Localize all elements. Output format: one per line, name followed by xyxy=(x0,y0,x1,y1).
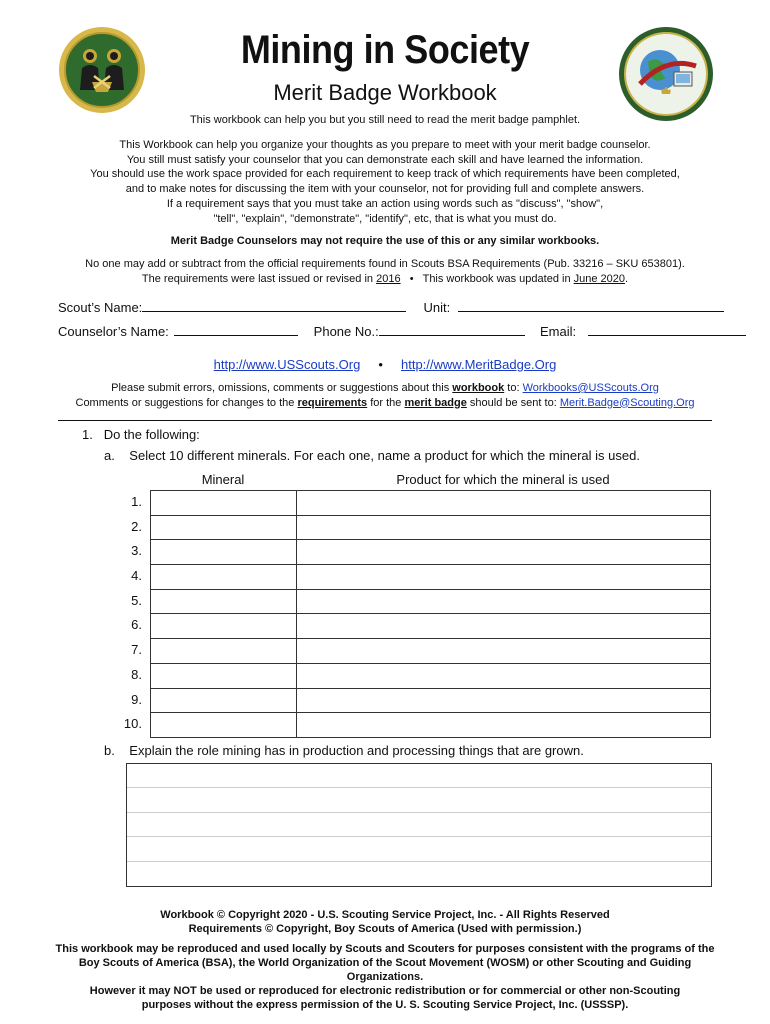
submit-text: Comments or suggestions for changes to the xyxy=(75,396,295,409)
answer-line xyxy=(127,837,711,861)
issued-year: 2016 xyxy=(376,272,401,285)
counselor-fields-row xyxy=(58,324,746,339)
usage-notice xyxy=(40,942,730,1012)
bullet: • xyxy=(409,272,414,285)
counselor-name-label: Counselor’s Name: xyxy=(58,324,169,339)
table-row xyxy=(151,589,711,614)
page-title: Mining in Society xyxy=(240,28,530,72)
intro-paragraph-line: You still must satisfy your counselor that you can demonstrate each skill and have learned the information. xyxy=(126,153,644,166)
row-number: 9. xyxy=(131,691,142,707)
requirement-text: Explain the role mining has in production and processing things that are grown. xyxy=(129,743,584,758)
email-label: Email: xyxy=(539,324,577,339)
counselor-name-field[interactable] xyxy=(174,324,298,336)
table-row xyxy=(151,540,711,565)
table-row xyxy=(151,614,711,639)
answer-line xyxy=(127,764,711,788)
row-numbers xyxy=(104,490,142,737)
usscouts-link[interactable]: http://www.USScouts.Org xyxy=(213,357,361,372)
intro-paragraph-line: and to make notes for discussing the item with your counselor, not for providing full and complete answers. xyxy=(125,183,645,196)
product-cell[interactable] xyxy=(297,589,711,614)
table-row xyxy=(151,663,711,688)
mineral-cell[interactable] xyxy=(151,688,297,713)
row-number: 6. xyxy=(131,617,142,633)
product-cell[interactable] xyxy=(297,639,711,664)
website-links xyxy=(80,357,690,372)
intro-paragraph-line: If a requirement says that you must take an action using words such as "discuss", "show", xyxy=(166,197,604,210)
product-cell[interactable] xyxy=(297,663,711,688)
submit-line-2 xyxy=(60,396,710,411)
product-cell[interactable] xyxy=(297,614,711,639)
column-header-product: Product for which the mineral is used xyxy=(396,472,610,487)
answer-line xyxy=(127,788,711,812)
column-header-mineral: Mineral xyxy=(201,472,245,487)
intro-paragraph xyxy=(80,138,690,226)
issued-prefix: The requirements were last issued or revised in xyxy=(141,272,374,285)
intro-paragraph-line: You should use the work space provided for each requirement to keep track of which requirements have been completed, xyxy=(90,168,680,181)
answer-box-1b[interactable] xyxy=(126,763,712,887)
mineral-cell[interactable] xyxy=(151,663,297,688)
row-number: 4. xyxy=(131,568,142,584)
mineral-cell[interactable] xyxy=(151,565,297,590)
row-number: 5. xyxy=(131,592,142,608)
product-cell[interactable] xyxy=(297,713,711,738)
requirements-line: No one may add or subtract from the official requirements found in Scouts BSA Requirements (Pub. 33216 – SKU 653801). xyxy=(85,258,685,270)
product-cell[interactable] xyxy=(297,515,711,540)
row-number: 2. xyxy=(131,518,142,534)
requirement-text: Select 10 different minerals. For each one, name a product for which the mineral is used. xyxy=(129,448,640,463)
updated-date: June 2020 xyxy=(573,272,626,285)
submit-notice xyxy=(60,381,710,410)
submit-text: should be sent to: xyxy=(469,396,557,409)
updated-prefix: This workbook was updated in xyxy=(422,272,571,285)
submit-bold: workbook xyxy=(452,382,505,394)
phone-label: Phone No.: xyxy=(313,324,379,339)
table-row xyxy=(151,639,711,664)
scout-fields-row xyxy=(58,300,724,315)
row-number: 1. xyxy=(131,494,142,509)
row-number: 3. xyxy=(131,543,142,559)
intro-paragraph-line: "tell", "explain", "demonstrate", "identify", etc, that is what you must do. xyxy=(213,212,557,225)
mineral-cell[interactable] xyxy=(151,713,297,738)
notice-line: However it may NOT be used or reproduced for electronic redistribution or for commercial or other non-Scouting xyxy=(89,985,681,997)
email-field[interactable] xyxy=(588,324,746,336)
notice-line: Boy Scouts of America (BSA), the World Organization of the Scout Movement (WOSM) or other Scouting and Guiding Organizations. xyxy=(78,957,692,983)
mineral-cell[interactable] xyxy=(151,491,297,516)
product-cell[interactable] xyxy=(297,688,711,713)
submit-text: for the xyxy=(370,396,402,409)
workbooks-email-link[interactable]: Workbooks@USScouts.Org xyxy=(522,382,659,394)
copyright-line: Requirements © Copyright, Boy Scouts of America (Used with permission.) xyxy=(188,923,582,935)
table-row xyxy=(151,515,711,540)
links-separator: • xyxy=(378,357,383,372)
merit-badge-emblem xyxy=(58,26,146,114)
submit-bold: requirements xyxy=(297,396,368,409)
mineral-product-table xyxy=(150,490,711,738)
table-row xyxy=(151,713,711,738)
answer-line xyxy=(127,862,711,886)
row-number: 10. xyxy=(123,716,142,732)
mineral-cell[interactable] xyxy=(151,639,297,664)
submit-text: Please submit errors, omissions, comments or suggestions about this xyxy=(111,382,450,394)
phone-field[interactable] xyxy=(379,324,525,336)
merit-badge-email-link[interactable]: Merit.Badge@Scouting.Org xyxy=(559,396,695,409)
meritbadge-link[interactable]: http://www.MeritBadge.Org xyxy=(401,357,557,372)
requirement-letter: b. xyxy=(104,743,115,758)
requirement-letter: a. xyxy=(104,448,115,463)
mineral-cell[interactable] xyxy=(151,614,297,639)
answer-line xyxy=(127,813,711,837)
submit-line-1 xyxy=(60,381,710,396)
requirements-notice xyxy=(80,257,690,286)
table-row xyxy=(151,491,711,516)
mineral-cell[interactable] xyxy=(151,589,297,614)
revision-line xyxy=(80,272,690,287)
requirement-1b xyxy=(104,743,584,758)
product-cell[interactable] xyxy=(297,565,711,590)
unit-field[interactable] xyxy=(458,300,724,312)
submit-text: to: xyxy=(507,382,520,394)
requirement-number: 1. xyxy=(82,427,93,442)
copyright-line: Workbook © Copyright 2020 - U.S. Scouting Service Project, Inc. - All Rights Reserved xyxy=(160,909,610,921)
submit-bold: merit badge xyxy=(404,396,467,409)
row-number: 8. xyxy=(131,666,142,682)
product-cell[interactable] xyxy=(297,540,711,565)
notice-line: This workbook may be reproduced and used locally by Scouts and Scouters for purposes consistent with the programs of the xyxy=(55,943,715,955)
scout-name-field[interactable] xyxy=(142,300,406,312)
intro-line: This workbook can help you but you still need to read the merit badge pamphlet. xyxy=(189,114,581,126)
counselor-warning: Merit Badge Counselors may not require the use of this or any similar workbooks. xyxy=(170,235,600,247)
section-divider xyxy=(58,420,712,421)
scout-name-label: Scout’s Name: xyxy=(58,300,143,315)
mineral-cell[interactable] xyxy=(151,540,297,565)
copyright-block xyxy=(40,908,730,936)
requirement-1a xyxy=(104,448,640,463)
requirement-text: Do the following: xyxy=(103,427,200,442)
usssp-logo xyxy=(618,26,714,122)
product-cell[interactable] xyxy=(297,491,711,516)
notice-line: purposes without the express permission of the U. S. Scouting Service Project, Inc. (USSSP). xyxy=(141,999,629,1011)
requirement-1 xyxy=(82,427,200,442)
unit-label: Unit: xyxy=(423,300,451,315)
period: . xyxy=(625,272,629,285)
mineral-cell[interactable] xyxy=(151,515,297,540)
intro-paragraph-line: This Workbook can help you organize your thoughts as you prepare to meet with your merit badge counselor. xyxy=(119,139,651,151)
table-row xyxy=(151,565,711,590)
row-number: 7. xyxy=(131,642,142,658)
page-subtitle: Merit Badge Workbook xyxy=(273,80,497,105)
table-row xyxy=(151,688,711,713)
